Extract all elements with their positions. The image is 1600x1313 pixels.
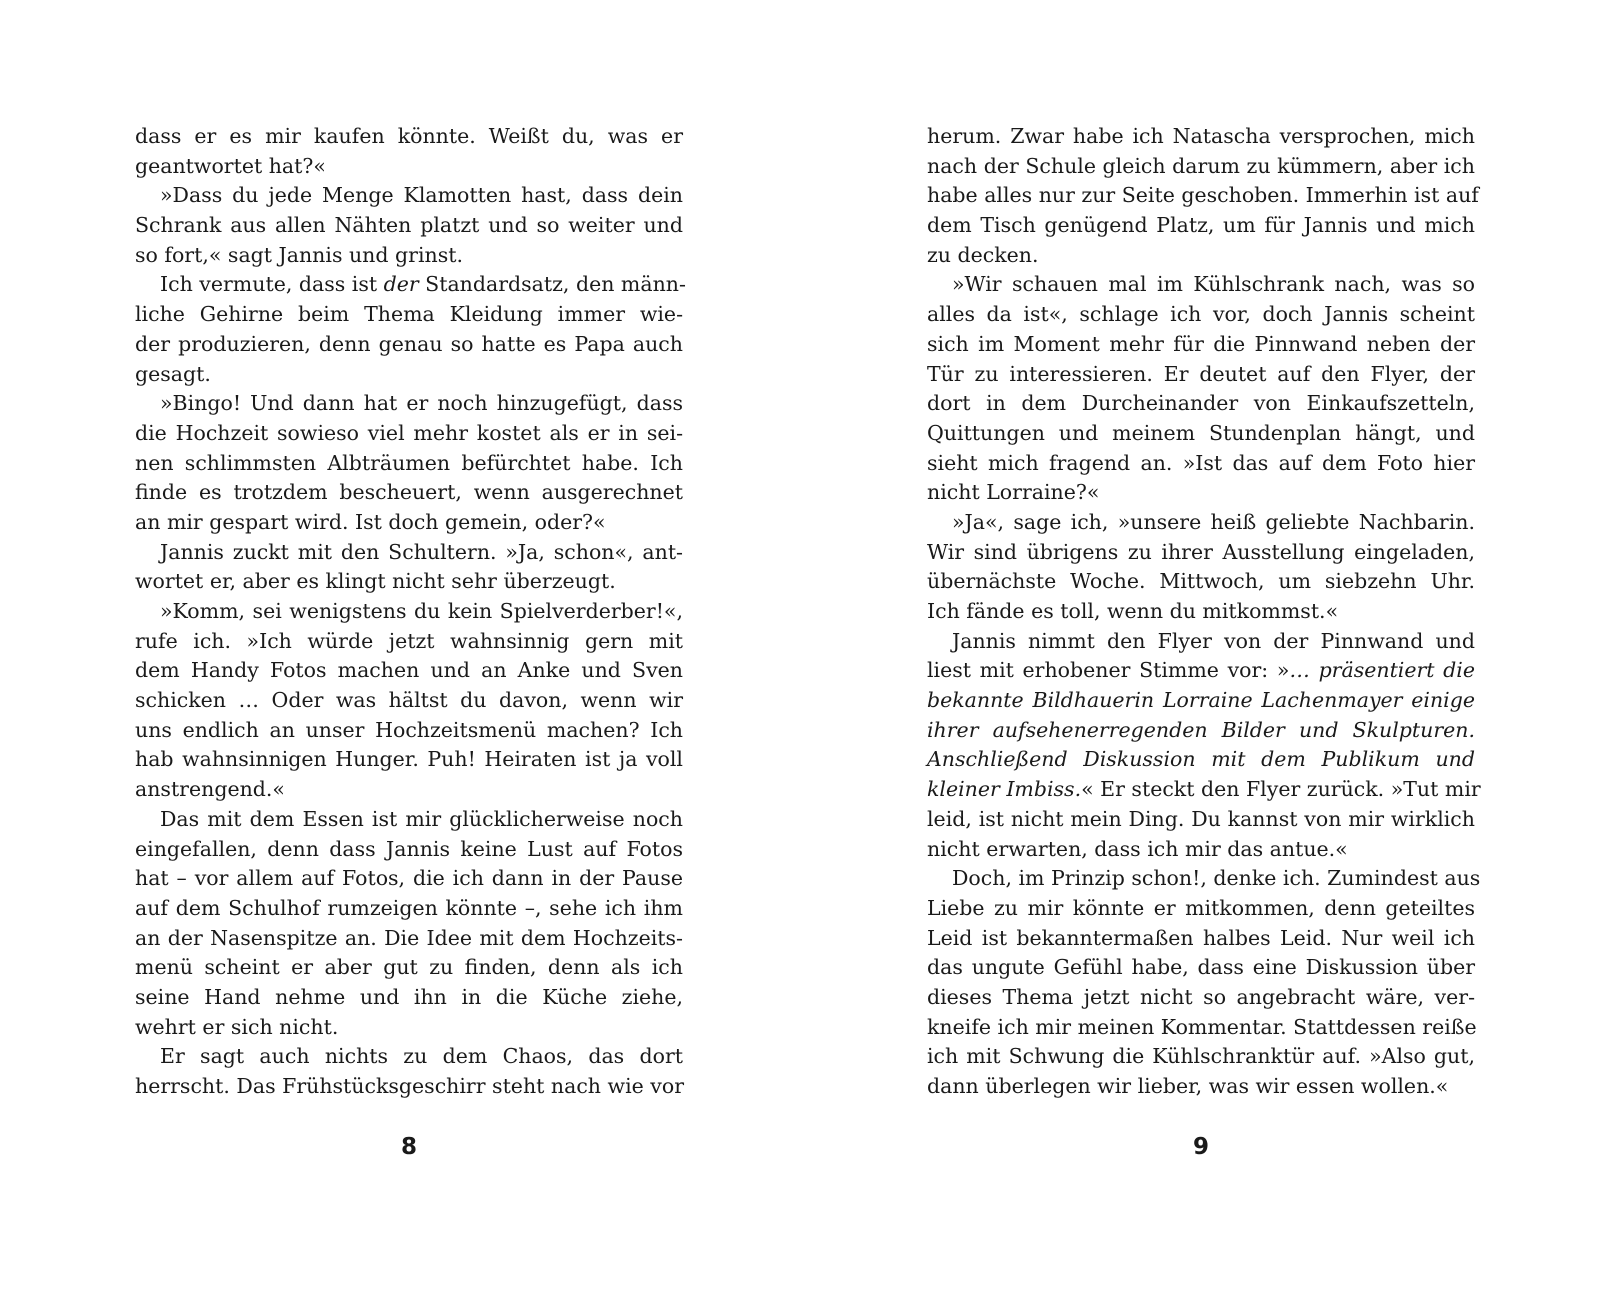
text-line: Liebe zu mir könnte er mitkommen, denn geteiltes bbox=[927, 895, 1475, 920]
text-line: auf dem Schulhof rumzeigen könnte –, sehe ich ihm bbox=[135, 895, 683, 920]
text-line: nicht erwarten, dass ich mir das antue.« bbox=[927, 836, 1348, 861]
text-line: schicken … Oder was hältst du davon, wenn wir bbox=[135, 688, 683, 713]
text-line: leid, ist nicht mein Ding. Du kannst von mir wirklich bbox=[927, 806, 1475, 831]
text-line: ich mit Schwung die Kühlschranktür auf. »Also gut, bbox=[927, 1044, 1475, 1069]
text-line: Das mit dem Essen ist mir glücklicherweise noch bbox=[160, 806, 683, 831]
text-line: kleiner Imbiss.« Er steckt den Flyer zurück. »Tut mir bbox=[927, 777, 1481, 802]
text-line: alles da ist«, schlage ich vor, doch Jannis scheint bbox=[927, 302, 1475, 327]
text-line: kneife ich mir meinen Kommentar. Stattdessen reiße bbox=[927, 1014, 1477, 1039]
text-line: rufe ich. »Ich würde jetzt wahnsinnig gern mit bbox=[135, 628, 683, 653]
text-line: das ungute Gefühl habe, dass eine Diskussion über bbox=[927, 955, 1475, 980]
text-line: dieses Thema jetzt nicht so angebracht wäre, ver- bbox=[927, 984, 1475, 1009]
text-line: Schrank aus allen Nähten platzt und so weiter und bbox=[135, 213, 683, 238]
text-line: dem Tisch genügend Platz, um für Jannis und mich bbox=[927, 213, 1475, 238]
text-line: die Hochzeit sowieso viel mehr kostet als er in sei- bbox=[135, 420, 683, 445]
text-line: übernächste Woche. Mittwoch, um siebzehn Uhr. bbox=[927, 569, 1475, 594]
text-line: nach der Schule gleich darum zu kümmern, aber ich bbox=[927, 153, 1475, 178]
text-line: uns endlich an unser Hochzeitsmenü machen? Ich bbox=[135, 717, 683, 742]
text-line: Tür zu interessieren. Er deutet auf den Flyer, der bbox=[927, 361, 1475, 386]
page-number-right: 9 bbox=[1192, 1134, 1209, 1160]
text-line: nicht Lorraine?« bbox=[927, 480, 1100, 505]
text-line: hat – vor allem auf Fotos, die ich dann in der Pause bbox=[135, 866, 683, 891]
text-line bbox=[927, 745, 1475, 775]
text-line: Er sagt auch nichts zu dem Chaos, das dort bbox=[160, 1044, 683, 1069]
text-line bbox=[927, 686, 1475, 716]
text-line: sieht mich fragend an. »Ist das auf dem Foto hier bbox=[927, 450, 1475, 475]
text-line: seine Hand nehme und ihn in die Küche ziehe, bbox=[135, 984, 683, 1009]
italic-quote: Anschließend Diskussion mit dem Publikum und bbox=[927, 747, 1475, 772]
text-line: gesagt. bbox=[135, 361, 211, 386]
text-line: wehrt er sich nicht. bbox=[135, 1014, 339, 1039]
text-line: so fort,« sagt Jannis und grinst. bbox=[135, 242, 463, 267]
text-line: hab wahnsinnigen Hunger. Puh! Heiraten ist ja voll bbox=[135, 747, 683, 772]
text-line: »Bingo! Und dann hat er noch hinzugefügt, dass bbox=[160, 391, 683, 416]
text-line: an mir gespart wird. Ist doch gemein, oder?« bbox=[135, 509, 606, 534]
italic-quote: bekannte Bildhauerin Lorraine Lachenmayer einige bbox=[927, 688, 1475, 713]
text-line: Jannis zuckt mit den Schultern. »Ja, schon«, ant- bbox=[160, 539, 683, 564]
text-line: Jannis nimmt den Flyer von der Pinnwand und bbox=[952, 628, 1475, 653]
text-line: eingefallen, denn dass Jannis keine Lust auf Fotos bbox=[135, 836, 683, 861]
text-line: wortet er, aber es klingt nicht sehr überzeugt. bbox=[135, 569, 616, 594]
text-line: liche Gehirne beim Thema Kleidung immer wie- bbox=[135, 302, 683, 327]
text-line: dort in dem Durcheinander von Einkaufszetteln, bbox=[927, 391, 1475, 416]
left-page-text bbox=[135, 122, 686, 1102]
italic-quote: kleiner Imbiss. bbox=[927, 777, 1082, 802]
text-line: Ich vermute, dass ist der Standardsatz, den männ- bbox=[160, 272, 686, 297]
text-line: menü scheint er aber gut zu finden, denn als ich bbox=[135, 955, 683, 980]
italic-quote: ihrer aufsehenerregenden Bilder und Skulpturen. bbox=[927, 717, 1475, 742]
text-line bbox=[927, 716, 1475, 746]
text-line: der produzieren, denn genau so hatte es Papa auch bbox=[135, 331, 683, 356]
right-page-text bbox=[927, 122, 1481, 1102]
text-line: Leid ist bekanntermaßen halbes Leid. Nur weil ich bbox=[927, 925, 1475, 950]
text-line: »Ja«, sage ich, »unsere heiß geliebte Nachbarin. bbox=[952, 509, 1475, 534]
italic-word: der bbox=[383, 272, 419, 297]
page-number-left: 8 bbox=[400, 1134, 417, 1160]
text-line: finde es trotzdem bescheuert, wenn ausgerechnet bbox=[135, 480, 683, 505]
italic-quote: … präsentiert die bbox=[1289, 658, 1475, 683]
text-line: dann überlegen wir lieber, was wir essen wollen.« bbox=[927, 1074, 1449, 1098]
text-line: habe alles nur zur Seite geschoben. Immerhin ist auf bbox=[927, 183, 1479, 208]
text-line: »Wir schauen mal im Kühlschrank nach, was so bbox=[952, 272, 1475, 297]
text-line: »Dass du jede Menge Klamotten hast, dass dein bbox=[160, 183, 683, 208]
text-line: Ich fände es toll, wenn du mitkommst.« bbox=[927, 599, 1339, 623]
text-line: dass er es mir kaufen könnte. Weißt du, was er bbox=[135, 124, 683, 148]
text-line: Doch, im Prinzip schon!, denke ich. Zumindest aus bbox=[952, 866, 1481, 891]
text-line: geantwortet hat?« bbox=[135, 153, 326, 178]
text-line: Quittungen und meinem Stundenplan hängt, und bbox=[927, 420, 1475, 445]
text-line: sich im Moment mehr für die Pinnwand neben der bbox=[927, 331, 1475, 356]
text-line: an der Nasenspitze an. Die Idee mit dem Hochzeits- bbox=[135, 925, 683, 950]
text-line: Wir sind übrigens zu ihrer Ausstellung eingeladen, bbox=[927, 539, 1475, 564]
text-line: nen schlimmsten Albträumen befürchtet habe. Ich bbox=[135, 450, 683, 475]
text-line: dem Handy Fotos machen und an Anke und Sven bbox=[135, 658, 683, 683]
text-line: liest mit erhobener Stimme vor: »… präsentiert die bbox=[927, 658, 1475, 683]
text-line: zu decken. bbox=[927, 242, 1039, 267]
text-line: »Komm, sei wenigstens du kein Spielverderber!«, bbox=[160, 599, 683, 623]
text-line: herum. Zwar habe ich Natascha versprochen, mich bbox=[927, 124, 1475, 148]
text-line: anstrengend.« bbox=[135, 777, 285, 802]
text-line: herrscht. Das Frühstücksgeschirr steht nach wie vor bbox=[135, 1074, 684, 1098]
